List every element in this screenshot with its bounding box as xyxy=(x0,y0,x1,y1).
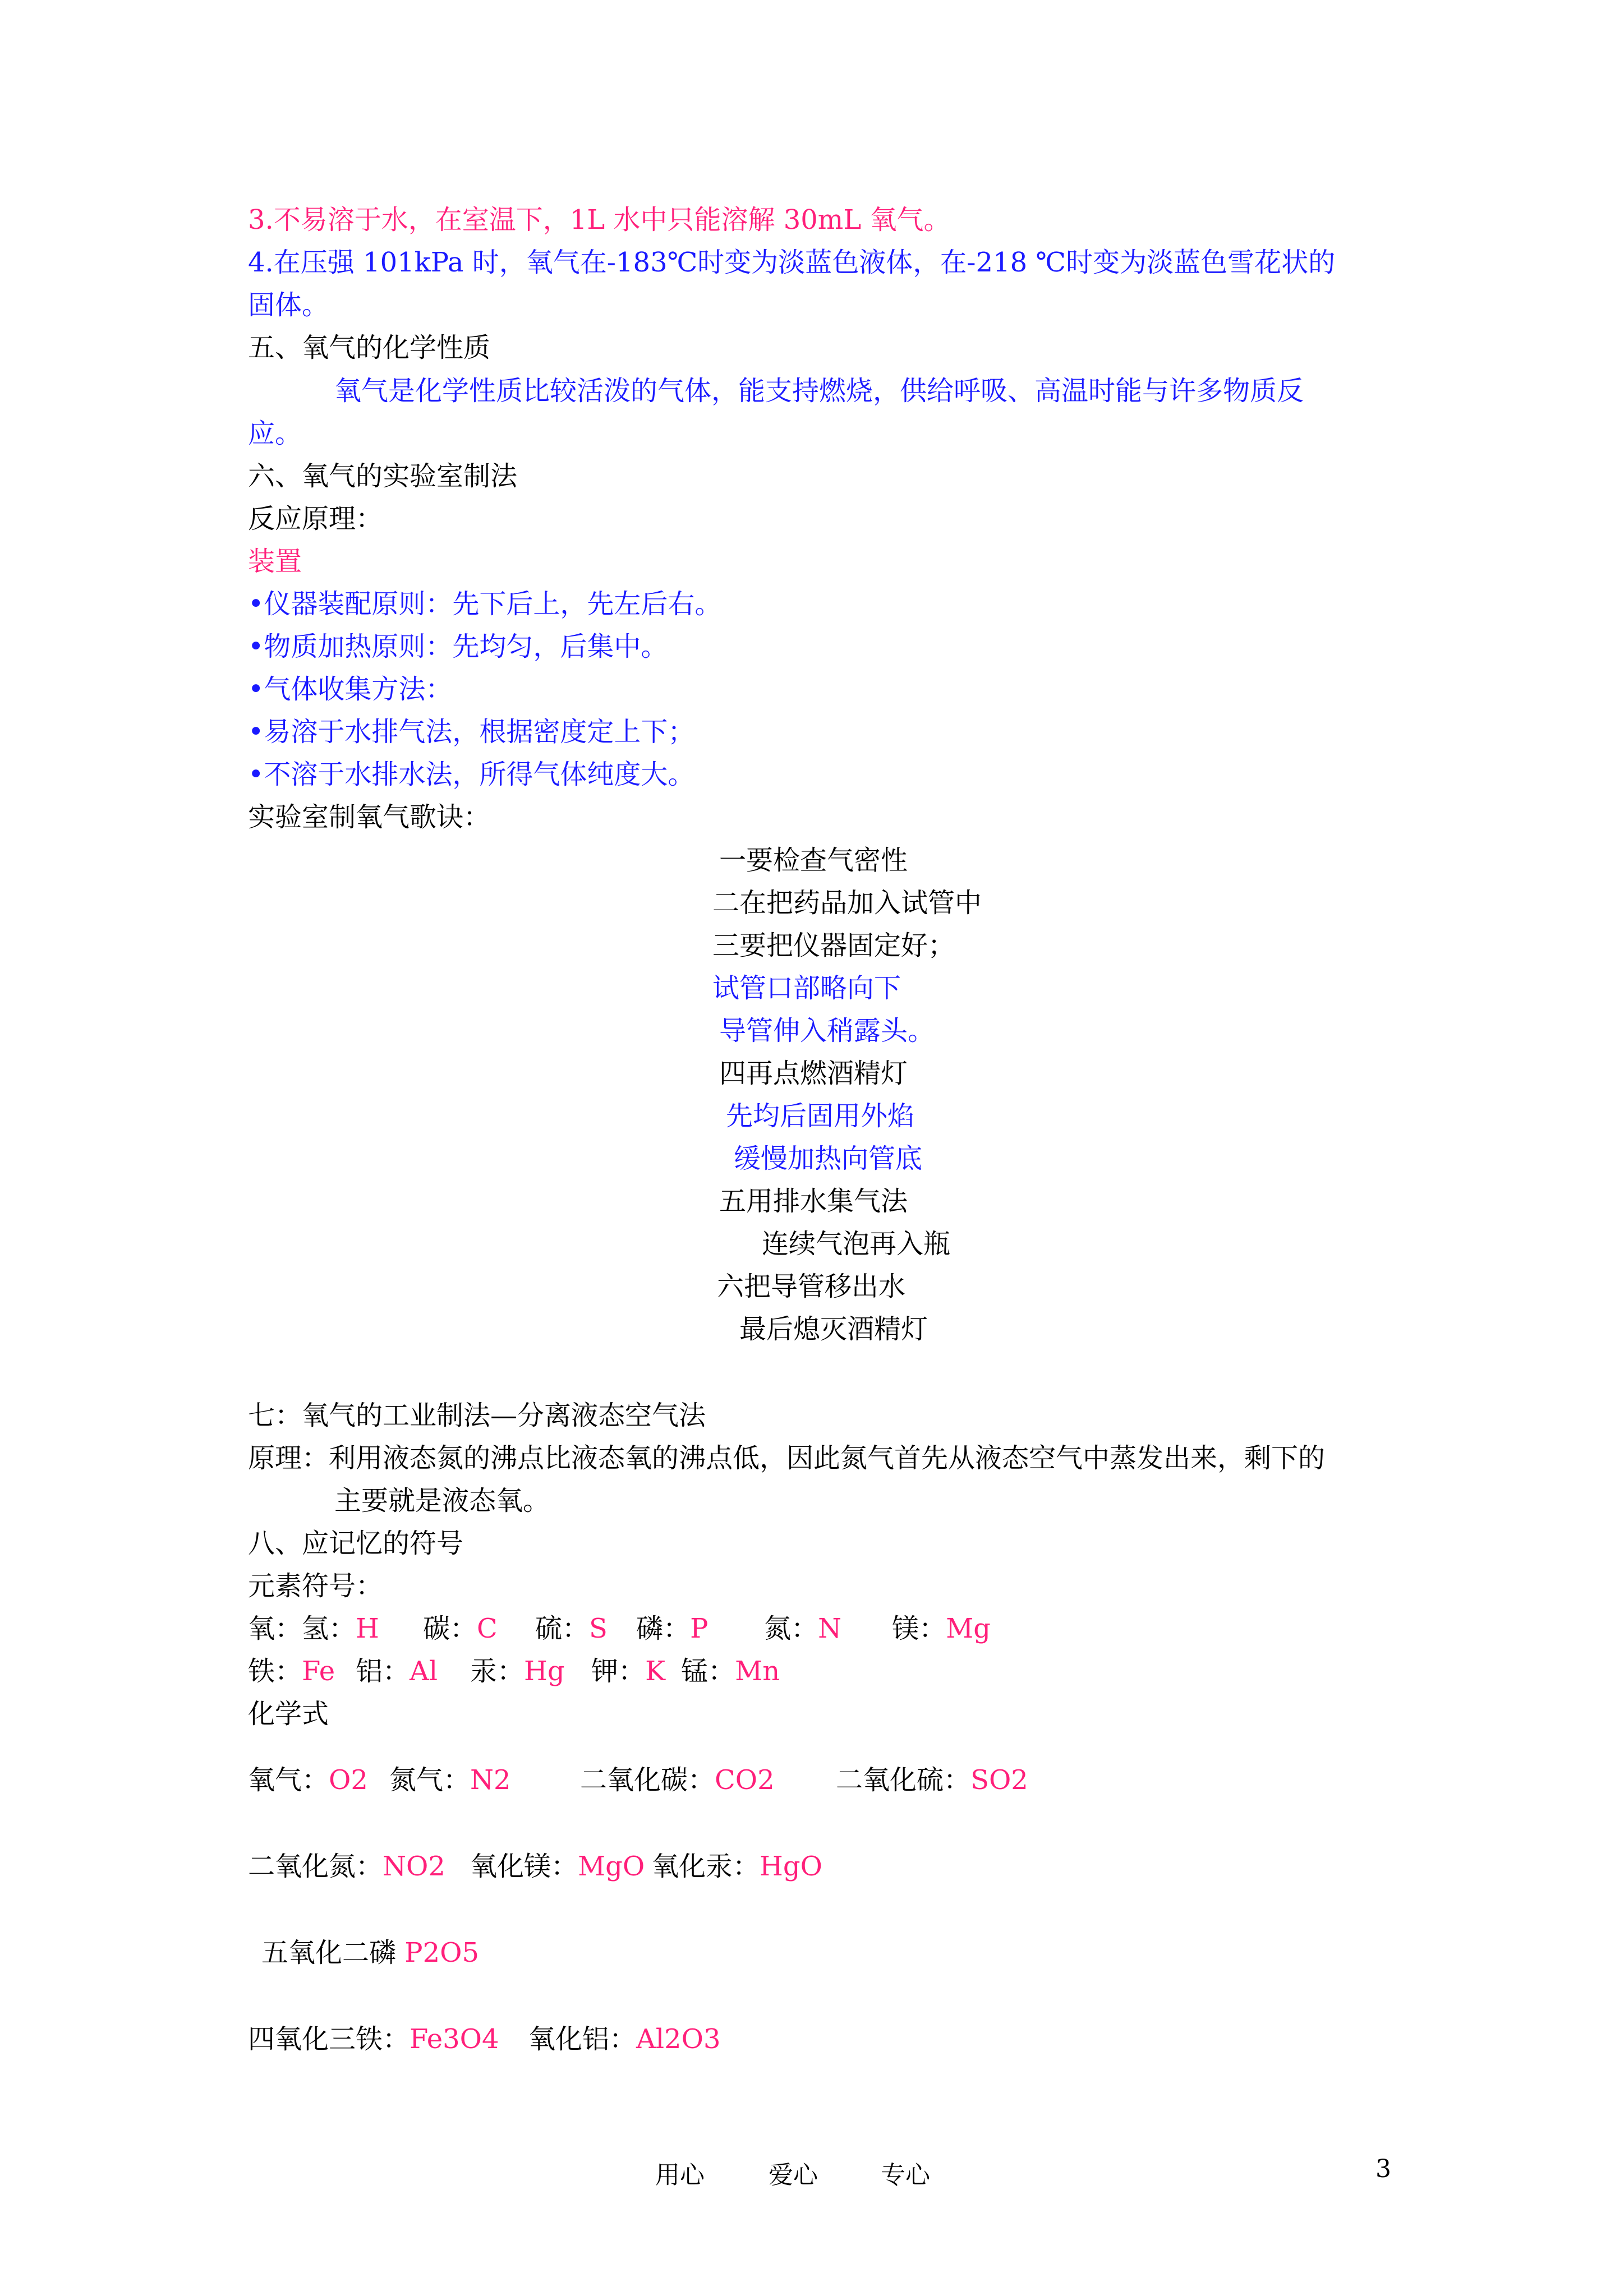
elements-row-1 xyxy=(248,1615,991,1642)
song-title: 实验室制氧气歌诀： xyxy=(248,801,491,833)
property-4-line2: 固体。 xyxy=(248,289,329,321)
formula-value: P2O5 xyxy=(404,1937,479,1968)
formula-label: 氧化镁： xyxy=(470,1851,578,1882)
element-label: 钾： xyxy=(591,1656,646,1687)
formula-label: 氮气： xyxy=(389,1764,471,1796)
formulas-row-1 xyxy=(248,1764,1028,1796)
footer-motto-1: 用心 xyxy=(655,2161,705,2189)
poem-line: 先均后固用外焰 xyxy=(726,1100,915,1132)
element-symbol: P xyxy=(690,1613,709,1644)
section-7-principle-line2: 主要就是液态氧。 xyxy=(334,1485,550,1516)
formulas-row-4 xyxy=(248,2023,721,2055)
element-label: 铝： xyxy=(356,1656,410,1687)
section-6-heading: 六、氧气的实验室制法 xyxy=(248,460,518,492)
property-4-line1: 4.在压强 101kPa 时，氧气在-183℃时变为淡蓝色液体，在-218 ℃时变为淡蓝色雪花状的 xyxy=(248,247,1336,278)
formula-label: 氧化铝： xyxy=(528,2023,637,2055)
formula-value: NO2 xyxy=(383,1851,445,1882)
poem-line: 最后熄灭酒精灯 xyxy=(739,1313,928,1345)
element-label: 硫： xyxy=(535,1613,590,1644)
element-label: 氮： xyxy=(764,1613,818,1644)
element-symbol: S xyxy=(589,1613,608,1644)
formulas-row-3 xyxy=(261,1939,479,1966)
section-8-heading: 八、应记忆的符号 xyxy=(248,1528,464,1559)
poem-line: 一要检查气密性 xyxy=(719,845,908,876)
bullet-collection: •气体收集方法： xyxy=(248,674,453,705)
footer-motto-2: 爱心 xyxy=(769,2161,818,2189)
element-symbol: C xyxy=(477,1613,498,1644)
poem-line: 试管口部略向下 xyxy=(712,972,901,1004)
element-symbol: Al xyxy=(410,1656,438,1687)
section-7-heading: 七：氧气的工业制法—分离液态空气法 xyxy=(248,1400,706,1431)
poem-line: 连续气泡再入瓶 xyxy=(762,1228,951,1260)
element-symbol: Fe xyxy=(302,1656,335,1687)
formula-label: 四氧化三铁： xyxy=(248,2023,410,2055)
elements-row-2 xyxy=(248,1658,780,1685)
formula-value: O2 xyxy=(329,1764,368,1796)
bullet-air-displacement: •易溶于水排气法，根据密度定上下； xyxy=(248,716,695,748)
element-label: 铁： xyxy=(248,1656,302,1687)
element-label: 锰： xyxy=(681,1656,735,1687)
element-symbols-title: 元素符号： xyxy=(248,1570,383,1602)
element-label: 汞： xyxy=(470,1656,525,1687)
formula-label: 氧气： xyxy=(248,1764,329,1796)
poem-line: 导管伸入稍露头。 xyxy=(719,1015,935,1046)
poem-line: 缓慢加热向管底 xyxy=(734,1143,923,1174)
element-symbol: Hg xyxy=(524,1656,565,1687)
reaction-principle-label: 反应原理： xyxy=(248,503,383,534)
formula-value: Al2O3 xyxy=(636,2023,721,2055)
chemical-formula-title: 化学式 xyxy=(248,1698,329,1730)
device-label: 装置 xyxy=(248,546,302,577)
element-label: 镁： xyxy=(892,1613,946,1644)
element-symbol: K xyxy=(645,1656,665,1687)
formula-value: HgO xyxy=(760,1851,822,1882)
formula-label: 二氧化硫： xyxy=(836,1764,971,1796)
section-5-text-line2: 应。 xyxy=(248,418,302,449)
poem-line: 四再点燃酒精灯 xyxy=(719,1058,908,1089)
bullet-heating: •物质加热原则：先均匀，后集中。 xyxy=(248,631,668,662)
formula-label: 氧化汞： xyxy=(652,1851,760,1882)
formula-value: N2 xyxy=(470,1764,511,1796)
element-symbol: H xyxy=(356,1613,379,1644)
poem-line: 五用排水集气法 xyxy=(719,1186,908,1217)
formula-label: 二氧化碳： xyxy=(580,1764,715,1796)
element-label: 氧：氢： xyxy=(248,1613,356,1644)
formula-value: SO2 xyxy=(970,1764,1028,1796)
element-label: 碳： xyxy=(423,1613,477,1644)
bullet-assembly: •仪器装配原则：先下后上，先左后右。 xyxy=(248,588,722,620)
formulas-row-2 xyxy=(248,1853,822,1880)
bullet-water-displacement: •不溶于水排水法，所得气体纯度大。 xyxy=(248,759,695,790)
element-symbol: Mn xyxy=(735,1656,780,1687)
formula-label: 二氧化氮： xyxy=(248,1851,383,1882)
poem-line: 三要把仪器固定好； xyxy=(712,930,955,961)
formula-label: 五氧化二磷 xyxy=(261,1937,405,1968)
formula-value: Fe3O4 xyxy=(410,2023,499,2055)
poem-line: 二在把药品加入试管中 xyxy=(712,887,982,919)
formula-value: MgO xyxy=(578,1851,645,1882)
footer-motto-3: 专心 xyxy=(881,2161,930,2189)
section-5-text-line1: 氧气是化学性质比较活泼的气体，能支持燃烧，供给呼吸、高温时能与许多物质反 xyxy=(334,375,1304,407)
poem-line: 六把导管移出水 xyxy=(717,1271,906,1302)
element-symbol: Mg xyxy=(946,1613,991,1644)
formula-value: CO2 xyxy=(715,1764,775,1796)
element-label: 磷： xyxy=(636,1613,691,1644)
element-symbol: N xyxy=(818,1613,842,1644)
page-number: 3 xyxy=(1375,2155,1391,2183)
section-7-principle-line1: 原理：利用液态氮的沸点比液态氧的沸点低，因此氮气首先从液态空气中蒸发出来，剩下的 xyxy=(248,1442,1326,1474)
property-3: 3.不易溶于水，在室温下，1L 水中只能溶解 30mL 氧气。 xyxy=(248,204,951,236)
section-5-heading: 五、氧气的化学性质 xyxy=(248,332,491,363)
